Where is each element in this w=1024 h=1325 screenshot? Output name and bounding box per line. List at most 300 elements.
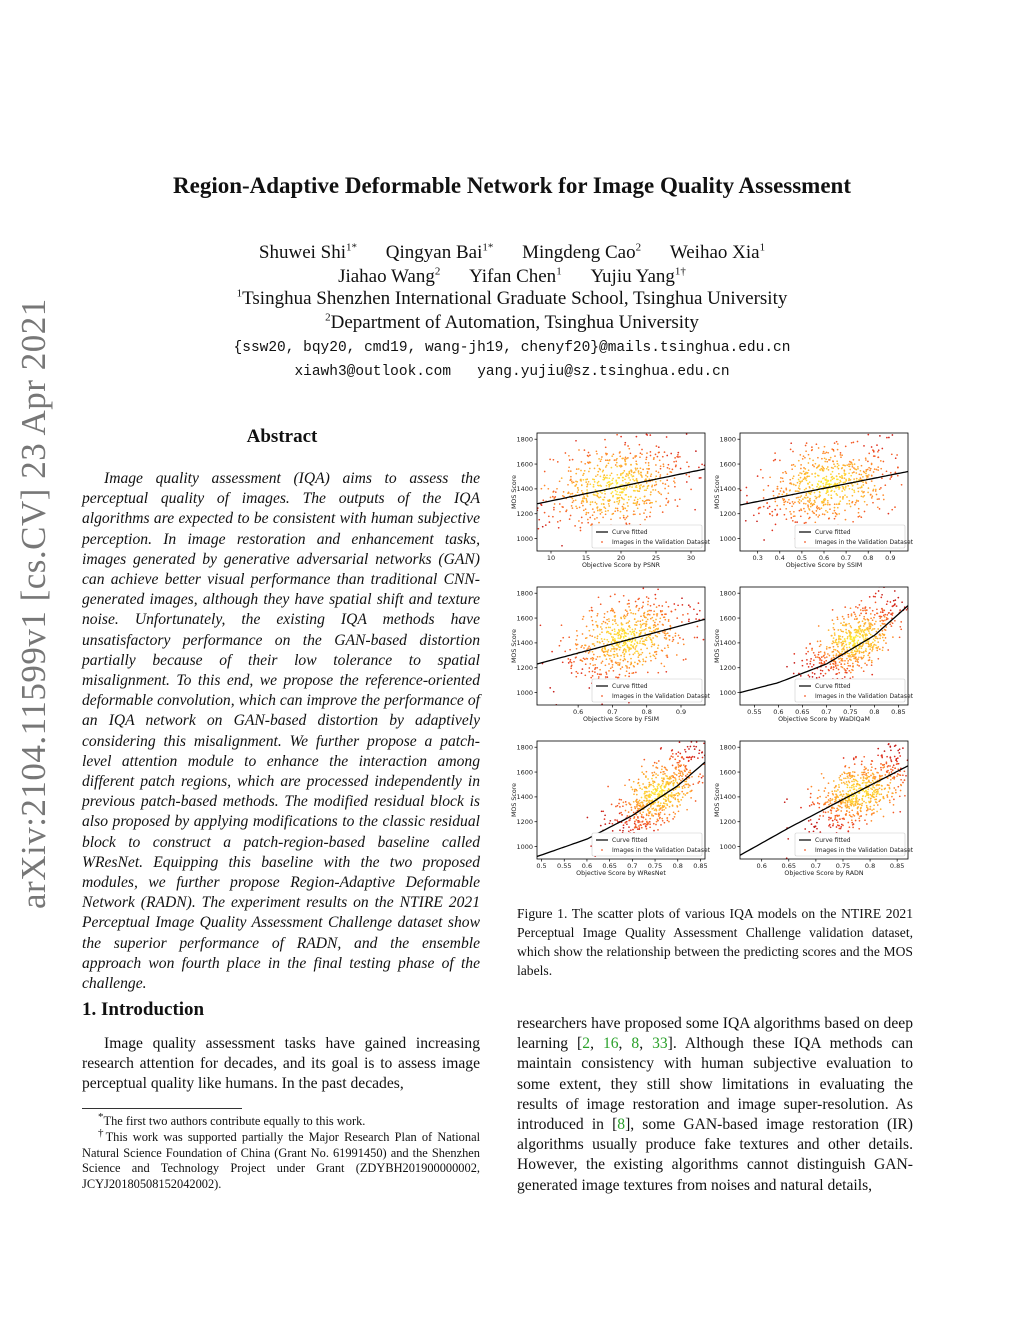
scatter-point xyxy=(569,459,571,461)
scatter-point xyxy=(814,501,816,503)
scatter-point xyxy=(690,797,692,799)
scatter-point xyxy=(635,469,637,471)
scatter-point xyxy=(878,449,880,451)
scatter-point xyxy=(804,468,806,470)
scatter-point xyxy=(809,805,811,807)
scatter-point xyxy=(678,766,680,768)
scatter-point xyxy=(616,649,618,651)
scatter-point xyxy=(608,670,610,672)
scatter-point xyxy=(655,501,657,503)
scatter-point xyxy=(840,810,842,812)
y-tick-label: 1200 xyxy=(719,509,736,518)
scatter-point xyxy=(589,663,591,665)
scatter-point xyxy=(641,630,643,632)
scatter-point xyxy=(833,780,835,782)
scatter-point xyxy=(624,631,626,633)
scatter-point xyxy=(843,488,845,490)
scatter-point xyxy=(894,599,896,601)
scatter-point xyxy=(604,439,606,441)
scatter-point xyxy=(636,806,638,808)
scatter-point xyxy=(899,795,901,797)
scatter-point xyxy=(892,777,894,779)
scatter-point xyxy=(648,812,650,814)
scatter-point xyxy=(688,760,690,762)
scatter-point xyxy=(684,769,686,771)
scatter-point xyxy=(616,466,618,468)
scatter-point xyxy=(644,797,646,799)
scatter-point xyxy=(773,495,775,497)
scatter-point xyxy=(588,512,590,514)
scatter-point xyxy=(595,658,597,660)
scatter-point xyxy=(835,649,837,651)
scatter-point xyxy=(620,464,622,466)
scatter-point xyxy=(844,766,846,768)
scatter-point xyxy=(664,488,666,490)
y-tick-label: 1400 xyxy=(719,485,736,494)
scatter-point xyxy=(635,650,637,652)
scatter-point xyxy=(834,819,836,821)
scatter-point xyxy=(696,613,698,615)
scatter-point xyxy=(594,502,596,504)
y-tick-label: 1200 xyxy=(516,817,533,826)
scatter-point xyxy=(668,795,670,797)
scatter-point xyxy=(867,627,869,629)
scatter-point xyxy=(652,792,654,794)
scatter-point xyxy=(795,485,797,487)
scatter-point xyxy=(853,637,855,639)
scatter-point xyxy=(676,793,678,795)
scatter-point xyxy=(624,458,626,460)
scatter-point xyxy=(886,761,888,763)
scatter-point xyxy=(646,468,648,470)
scatter-point xyxy=(874,485,876,487)
scatter-point xyxy=(881,594,883,596)
scatter-point xyxy=(881,448,883,450)
scatter-point xyxy=(880,597,882,599)
scatter-point xyxy=(657,672,659,674)
scatter-point xyxy=(860,609,862,611)
scatter-point xyxy=(911,601,913,603)
scatter-point xyxy=(638,808,640,810)
scatter-point xyxy=(617,508,619,510)
scatter-point xyxy=(641,453,643,455)
scatter-point xyxy=(685,767,687,769)
scatter-point xyxy=(865,773,867,775)
scatter-point xyxy=(603,643,605,645)
scatter-point xyxy=(628,830,630,832)
scatter-point xyxy=(894,620,896,622)
scatter-point xyxy=(656,810,658,812)
scatter-point xyxy=(646,433,648,435)
scatter-point xyxy=(640,649,642,651)
scatter-point xyxy=(606,454,608,456)
scatter-point xyxy=(688,748,690,750)
scatter-point xyxy=(640,472,642,474)
scatter-point xyxy=(688,620,690,622)
scatter-point xyxy=(827,801,829,803)
scatter-point xyxy=(630,829,632,831)
scatter-point xyxy=(845,446,847,448)
scatter-point xyxy=(802,665,804,667)
scatter-point xyxy=(622,458,624,460)
scatter-point xyxy=(871,446,873,448)
scatter-point xyxy=(600,674,602,676)
scatter-point xyxy=(634,789,636,791)
scatter-point xyxy=(842,624,844,626)
scatter-point xyxy=(848,463,850,465)
x-tick-label: 0.85 xyxy=(693,862,708,870)
scatter-point xyxy=(645,420,647,422)
scatter-point xyxy=(627,633,629,635)
scatter-point xyxy=(624,630,626,632)
scatter-point xyxy=(614,619,616,621)
scatter-point xyxy=(624,442,626,444)
scatter-point xyxy=(856,582,858,584)
scatter-point xyxy=(876,469,878,471)
scatter-point xyxy=(615,479,617,481)
scatter-point xyxy=(682,639,684,641)
right-column-paragraph: researchers have proposed some IQA algorithms based on deep learning [2, 16, 8, 33]. Although these IQA methods can maintain consistency with human subjective evaluation to some extent, they still show limitations in evaluating the results of image restoration and image super-resolution. As introduced in [8], some GAN-based image restoration (IR) algorithms usually produce fake textures and other details. However, the existing algorithms cannot distinguish GAN-generated image textures from noises and natural details, xyxy=(517,1015,914,1194)
scatter-point xyxy=(690,772,692,774)
scatter-point xyxy=(550,497,552,499)
scatter-point xyxy=(626,815,628,817)
scatter-point xyxy=(813,512,815,514)
scatter-point xyxy=(871,820,873,822)
scatter-point xyxy=(701,464,703,466)
scatter-point xyxy=(879,638,881,640)
scatter-point xyxy=(581,517,583,519)
scatter-point xyxy=(653,830,655,832)
scatter-point xyxy=(660,468,662,470)
scatter-point xyxy=(580,480,582,482)
scatter-point xyxy=(649,826,651,828)
scatter-point xyxy=(681,791,683,793)
scatter-point xyxy=(846,496,848,498)
scatter-point xyxy=(626,510,628,512)
scatter-point xyxy=(584,498,586,500)
scatter-point xyxy=(774,452,776,454)
scatter-point xyxy=(889,802,891,804)
scatter-point xyxy=(589,651,591,653)
scatter-point xyxy=(831,420,833,422)
citation-link[interactable]: 2 xyxy=(582,1035,591,1053)
scatter-point xyxy=(575,506,577,508)
scatter-point xyxy=(690,739,692,741)
scatter-point xyxy=(842,660,844,662)
scatter-point xyxy=(861,761,863,763)
scatter-point xyxy=(610,518,612,520)
scatter-point xyxy=(667,783,669,785)
scatter-point xyxy=(571,672,573,674)
scatter-point xyxy=(875,785,877,787)
scatter-point xyxy=(824,803,826,805)
scatter-point xyxy=(857,774,859,776)
scatter-point xyxy=(848,630,850,632)
scatter-point xyxy=(821,660,823,662)
scatter-point xyxy=(899,755,901,757)
scatter-point xyxy=(617,482,619,484)
scatter-point xyxy=(801,509,803,511)
scatter-point xyxy=(646,828,648,830)
scatter-point xyxy=(799,510,801,512)
scatter-point xyxy=(636,794,638,796)
scatter-point xyxy=(808,518,810,520)
scatter-point xyxy=(794,515,796,517)
scatter-point xyxy=(886,619,888,621)
scatter-point xyxy=(860,646,862,648)
scatter-point xyxy=(650,638,652,640)
scatter-point xyxy=(863,769,865,771)
scatter-point xyxy=(838,825,840,827)
scatter-point xyxy=(841,779,843,781)
scatter-point xyxy=(865,777,867,779)
scatter-point xyxy=(895,457,897,459)
scatter-point xyxy=(612,609,614,611)
scatter-point xyxy=(856,478,858,480)
scatter-point xyxy=(662,624,664,626)
scatter-point xyxy=(630,452,632,454)
scatter-point xyxy=(800,468,802,470)
scatter-point xyxy=(828,669,830,671)
scatter-point xyxy=(853,781,855,783)
scatter-point xyxy=(879,787,881,789)
scatter-point xyxy=(574,485,576,487)
scatter-point xyxy=(855,648,857,650)
scatter-point xyxy=(828,782,830,784)
scatter-point xyxy=(588,687,590,689)
scatter-point xyxy=(797,497,799,499)
scatter-point xyxy=(583,473,585,475)
scatter-point xyxy=(663,771,665,773)
scatter-point xyxy=(849,665,851,667)
scatter-point xyxy=(826,481,828,483)
scatter-point xyxy=(649,795,651,797)
scatter-point xyxy=(849,777,851,779)
scatter-point xyxy=(861,465,863,467)
scatter-point xyxy=(634,624,636,626)
scatter-point xyxy=(555,491,557,493)
scatter-point xyxy=(820,673,822,675)
scatter-point xyxy=(886,771,888,773)
scatter-point xyxy=(637,828,639,830)
scatter-point xyxy=(654,813,656,815)
scatter-point xyxy=(777,486,779,488)
scatter-point xyxy=(807,497,809,499)
scatter-point xyxy=(553,691,555,693)
scatter-point xyxy=(862,782,864,784)
scatter-point xyxy=(823,501,825,503)
scatter-point xyxy=(822,663,824,665)
scatter-point xyxy=(854,504,856,506)
scatter-point xyxy=(824,787,826,789)
scatter-point xyxy=(661,605,663,607)
scatter-point xyxy=(637,499,639,501)
scatter-point xyxy=(664,632,666,634)
scatter-point xyxy=(655,484,657,486)
scatter-point xyxy=(634,791,636,793)
scatter-point xyxy=(638,490,640,492)
scatter-point xyxy=(887,766,889,768)
scatter-point xyxy=(638,473,640,475)
scatter-point xyxy=(813,664,815,666)
citation-link[interactable]: 16 xyxy=(602,1035,619,1053)
scatter-point xyxy=(870,494,872,496)
scatter-point xyxy=(850,672,852,674)
scatter-point xyxy=(645,475,647,477)
scatter-point xyxy=(617,488,619,490)
scatter-point xyxy=(873,645,875,647)
scatter-point xyxy=(553,459,555,461)
scatter-point xyxy=(806,493,808,495)
scatter-point xyxy=(658,605,660,607)
scatter-point xyxy=(855,472,857,474)
scatter-point xyxy=(861,667,863,669)
scatter-point xyxy=(666,817,668,819)
scatter-point xyxy=(582,668,584,670)
scatter-point xyxy=(655,619,657,621)
scatter-point xyxy=(623,595,625,597)
scatter-point xyxy=(655,808,657,810)
scatter-point xyxy=(832,627,834,629)
scatter-point xyxy=(871,766,873,768)
scatter-point xyxy=(820,481,822,483)
scatter-point xyxy=(851,613,853,615)
scatter-point xyxy=(856,641,858,643)
scatter-point xyxy=(819,815,821,817)
scatter-point xyxy=(894,506,896,508)
scatter-point xyxy=(638,802,640,804)
scatter-point xyxy=(851,787,853,789)
scatter-point xyxy=(624,444,626,446)
scatter-point xyxy=(832,460,834,462)
scatter-point xyxy=(606,485,608,487)
scatter-point xyxy=(870,775,872,777)
scatter-point xyxy=(653,614,655,616)
scatter-point xyxy=(593,484,595,486)
scatter-point xyxy=(627,473,629,475)
scatter-point xyxy=(640,654,642,656)
scatter-point xyxy=(780,490,782,492)
scatter-point xyxy=(875,801,877,803)
scatter-point xyxy=(815,419,817,421)
scatter-point xyxy=(647,619,649,621)
scatter-point xyxy=(650,491,652,493)
scatter-point xyxy=(675,767,677,769)
scatter-point xyxy=(875,768,877,770)
x-tick-label: 0.65 xyxy=(781,862,797,870)
scatter-point xyxy=(582,497,584,499)
scatter-point xyxy=(844,638,846,640)
scatter-point xyxy=(870,644,872,646)
scatter-point xyxy=(605,513,607,515)
scatter-point xyxy=(628,496,630,498)
scatter-point xyxy=(826,656,828,658)
citation-link[interactable]: 33 xyxy=(652,1035,668,1053)
scatter-point xyxy=(701,777,703,779)
scatter-point xyxy=(830,817,832,819)
scatter-point xyxy=(678,635,680,637)
citation-link[interactable]: 8 xyxy=(631,1035,640,1053)
scatter-point xyxy=(842,497,844,499)
scatter-point xyxy=(801,660,803,662)
scatter-point xyxy=(586,626,588,628)
scatter-point xyxy=(855,660,857,662)
scatter-point xyxy=(858,665,860,667)
citation-link[interactable]: 8 xyxy=(617,1116,626,1134)
scatter-point xyxy=(865,633,867,635)
scatter-point xyxy=(837,665,839,667)
scatter-point xyxy=(880,611,882,613)
scatter-point xyxy=(886,437,888,439)
scatter-point xyxy=(857,640,859,642)
scatter-point xyxy=(848,642,850,644)
scatter-point xyxy=(760,469,762,471)
scatter-point xyxy=(633,630,635,632)
scatter-point xyxy=(611,629,613,631)
scatter-point xyxy=(648,462,650,464)
scatter-point xyxy=(876,444,878,446)
scatter-point xyxy=(873,812,875,814)
scatter-point xyxy=(600,513,602,515)
scatter-point xyxy=(644,823,646,825)
scatter-point xyxy=(852,472,854,474)
scatter-point xyxy=(870,800,872,802)
scatter-point xyxy=(857,468,859,470)
scatter-point xyxy=(872,796,874,798)
scatter-point xyxy=(639,787,641,789)
scatter-point xyxy=(882,494,884,496)
scatter-point xyxy=(849,811,851,813)
scatter-point xyxy=(669,814,671,816)
scatter-point xyxy=(802,458,804,460)
scatter-point xyxy=(835,655,837,657)
scatter-point xyxy=(844,470,846,472)
scatter-point xyxy=(666,803,668,805)
scatter-point xyxy=(676,762,678,764)
scatter-point xyxy=(857,814,859,816)
scatter-point xyxy=(655,425,657,427)
scatter-point xyxy=(649,499,651,501)
scatter-point xyxy=(625,810,627,812)
scatter-point xyxy=(665,483,667,485)
scatter-point xyxy=(580,530,582,532)
scatter-point xyxy=(866,504,868,506)
scatter-point xyxy=(872,619,874,621)
scatter-point xyxy=(625,650,627,652)
scatter-point xyxy=(577,644,579,646)
scatter-point xyxy=(645,625,647,627)
scatter-point xyxy=(867,461,869,463)
scatter-point xyxy=(599,469,601,471)
scatter-point xyxy=(578,520,580,522)
scatter-point xyxy=(839,791,841,793)
scatter-point xyxy=(660,494,662,496)
scatter-point xyxy=(635,606,637,608)
scatter-point xyxy=(824,653,826,655)
scatter-point xyxy=(769,506,771,508)
scatter-point xyxy=(847,614,849,616)
scatter-point xyxy=(618,501,620,503)
scatter-point xyxy=(851,819,853,821)
x-tick-label: 0.8 xyxy=(869,708,880,716)
scatter-point xyxy=(685,775,687,777)
scatter-point xyxy=(884,616,886,618)
scatter-point xyxy=(598,522,600,524)
scatter-point xyxy=(763,539,765,541)
scatter-point xyxy=(756,520,758,522)
scatter-point xyxy=(592,675,594,677)
scatter-point xyxy=(664,799,666,801)
